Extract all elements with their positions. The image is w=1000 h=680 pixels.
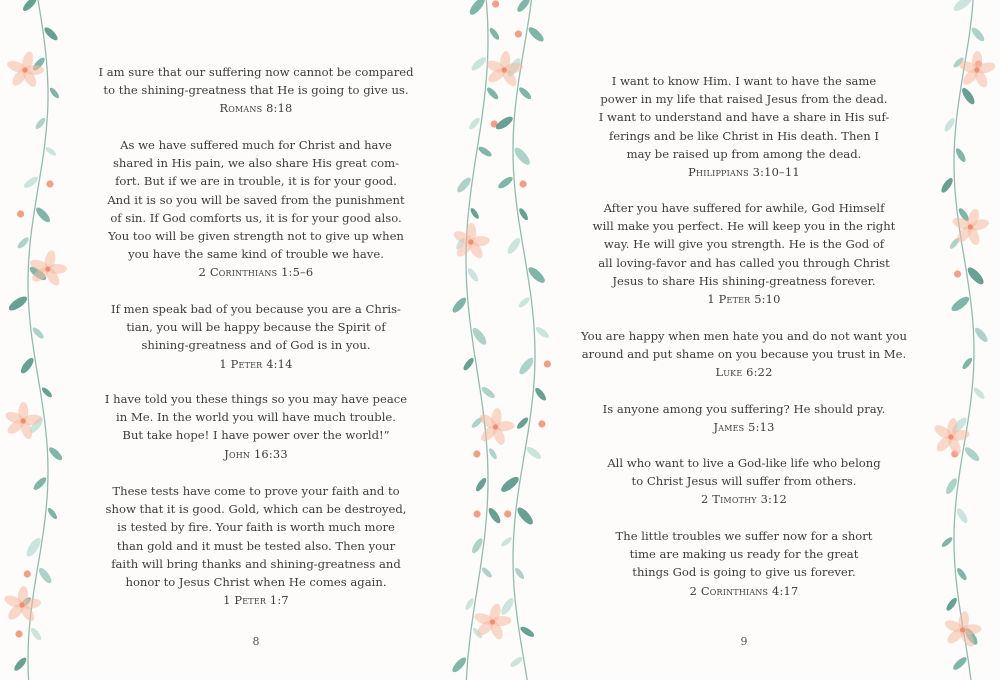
leaf [499,474,521,494]
passage-line: I want to understand and have a share in His suf- [598,110,890,125]
leaf [972,386,986,401]
berry [504,510,511,517]
passage-line: is tested by fire. Your faith is worth much more [117,520,395,535]
passage-line: As we have suffered much for Christ and have [120,138,392,152]
leaf [512,145,532,167]
passage-line: I am sure that our suffering now cannot be compared [98,65,414,79]
leaf [939,176,954,194]
leaf [533,386,547,402]
leaf [518,207,530,222]
passage-line: to the shining-greatness that He is going to give us. [103,83,409,98]
passage-1-peter-1-7 [80,482,432,609]
leaf [16,236,30,250]
passage-line: Jesus to share His shining-greatness forever. [612,273,876,288]
leaf [955,507,970,525]
passage-line: But take hope! I have power over the world!” [122,428,390,443]
leaf [955,567,968,582]
passage-line: will make you perfect. He will keep you in the right [592,219,896,234]
leaf [951,655,968,671]
leaf [500,536,513,548]
passage-2-timothy-3-12 [568,454,920,509]
leaf [940,536,953,549]
passage-2-corinthians-1-5-6 [80,136,432,282]
passage-line: After you have suffered for awhile, God Himself [603,201,885,215]
passage-line: you have the same kind of trouble we have. [128,247,384,262]
passage-1-peter-4-14 [80,300,432,373]
scripture-reference: Romans 8:18 [219,101,293,116]
flower-center [502,67,507,72]
leaf [488,27,501,42]
passage-line: tian, you will be happy because the Spirit of [126,320,386,335]
scripture-reference: John 16:33 [224,446,288,461]
passage-line: I want to know Him. I want to have the same [611,74,877,88]
leaf [496,175,514,191]
berry [24,570,31,577]
leaf [505,236,522,256]
flower-center [45,266,50,271]
leaf [943,117,957,133]
berry [15,630,22,637]
leaf [519,625,536,639]
passage-line: Is anyone among you suffering? He should pray. [602,402,886,416]
berry [544,360,551,367]
passage-line: way. He will give you strength. He is the God of [603,237,885,252]
leaf [474,477,488,493]
passage-romans-8-18 [80,63,432,118]
passage-line: You too will be given strength not to give up when [108,229,404,244]
leaf [450,296,468,315]
berry [515,30,522,37]
page-number: 9 [740,635,748,648]
passage-line: around and put shame on you because you trust in Me. [581,347,907,362]
passage-line: ferings and be like Christ in His death. Then I [608,128,880,143]
leaf [469,207,480,220]
flower-center [19,602,24,607]
flower-center [493,424,498,429]
leaf [525,445,543,461]
berry [474,510,481,517]
passage-line: may be raised up from among the dead. [626,146,862,161]
left-page [80,0,432,680]
leaf [526,25,545,44]
passage-line: I have told you these things so you may have peace [104,392,408,406]
flower-center [974,67,979,72]
passage-line: And it is so you will be saved from the punishment [107,192,405,207]
leaf [467,0,487,17]
leaf [29,626,43,641]
passage-line: honor to Jesus Christ when He comes again. [125,575,387,590]
passage-line: The little troubles we suffer now for a short [615,529,873,543]
berry [17,210,24,217]
leaf [46,507,58,521]
passage-line: If men speak bad of you because you are a Chris- [111,302,401,316]
leaf [48,86,60,99]
right-page [568,0,920,680]
passage-line: things God is going to give us forever. [632,565,856,580]
scripture-reference: Philippians 3:10–11 [688,165,800,180]
scripture-reference: James 5:13 [713,420,775,435]
passage-john-16-33 [80,390,432,463]
leaf [951,0,973,13]
scripture-reference: 2 Corinthians 4:17 [689,583,799,598]
passage-line: to Christ Jesus will suffer from others. [631,474,857,489]
leaf [450,655,468,674]
floral-vine-center [432,0,568,680]
passage-line: fort. But if we are in trouble, it is for your good. [115,174,397,189]
flower-center [968,224,973,229]
leaf [480,385,496,400]
leaf [485,86,500,101]
berry [46,180,53,187]
flower-center [468,239,473,244]
leaf [19,356,36,375]
leaf [466,267,480,284]
leaf [517,86,533,101]
leaf [31,326,45,340]
floral-vine-left-art [0,0,80,680]
scripture-reference: 1 Peter 1:7 [223,593,289,608]
passage-line: time are making us ready for the great [629,547,859,562]
leaf [462,356,476,371]
leaf [945,596,959,612]
floral-vine-center-art [432,0,568,680]
passage-line: power in my life that raised Jesus from the dead. [600,92,888,107]
leaf [949,294,971,313]
leaf [34,205,52,224]
passage-line: than gold and it must be tested also. Then your [116,538,396,553]
passage-line: in Me. In the world you will have much trouble. [116,410,396,425]
leaf [517,296,531,309]
leaf [970,26,987,43]
floral-vine-right-art [920,0,1000,680]
passage-2-corinthians-4-17 [568,527,920,600]
flower-center [960,627,965,632]
leaf [47,445,64,462]
passage-line: All who want to live a God-like life who belong [607,456,881,470]
leaf [34,116,47,130]
leaf [480,566,493,579]
leaf [12,656,28,673]
leaf [470,55,488,73]
leaf [513,567,525,581]
scripture-reference: 1 Peter 5:10 [707,292,781,307]
floral-vine-left [0,0,80,680]
passage-1-peter-5-10 [568,199,920,308]
scripture-reference: 2 Corinthians 1:5–6 [198,265,314,280]
flower-center [948,434,953,439]
floral-vine-right [920,0,1000,680]
leaf [509,655,524,668]
flower-center [22,67,27,72]
berry [492,0,499,7]
passage-line: show that it is good. Gold, which can be destroyed, [105,502,407,517]
scripture-reference: Luke 6:22 [715,365,773,380]
leaf [44,146,57,158]
leaf [534,325,550,340]
leaf [32,476,48,492]
leaf [499,596,516,616]
passage-james-5-13 [568,400,920,436]
leaf [961,356,974,370]
leaf [515,416,529,431]
passage-line: These tests have come to prove your faith and to [112,484,400,498]
leaf [515,505,535,526]
berry [538,420,545,427]
leaf [954,147,967,163]
page-number: 8 [252,635,260,648]
berry [473,450,480,457]
leaf [7,294,29,313]
leaf [973,326,990,344]
passage-luke-6-22 [568,327,920,382]
leaf [43,25,60,42]
leaf [22,175,39,190]
berry [954,270,961,277]
passage-line: You are happy when men hate you and do not want you [581,329,907,343]
leaf [477,145,493,158]
berry [519,180,526,187]
passage-line: faith will bring thanks and shining-greatness and [111,556,401,571]
leaf [487,506,503,525]
flower-center [21,418,26,423]
passage-line: shining-greatness and of God is in you. [141,338,371,353]
leaf [963,445,982,463]
passage-philippians-3-10-11 [568,72,920,181]
passage-line: shared in His pain, we also share His great com- [112,156,400,171]
scripture-reference: 2 Timothy 3:12 [701,492,787,507]
leaf [37,566,54,585]
leaf [487,447,498,460]
passage-line: of sin. If God comforts us, it is for your good also. [110,210,402,225]
passage-line: all loving-favor and has called you through Christ [598,255,890,270]
leaf [21,0,38,13]
leaf [517,356,536,377]
leaf [467,116,481,131]
leaf [960,86,977,106]
leaf [40,386,53,399]
flower-center [490,619,495,624]
scripture-reference: 1 Peter 4:14 [219,356,293,371]
